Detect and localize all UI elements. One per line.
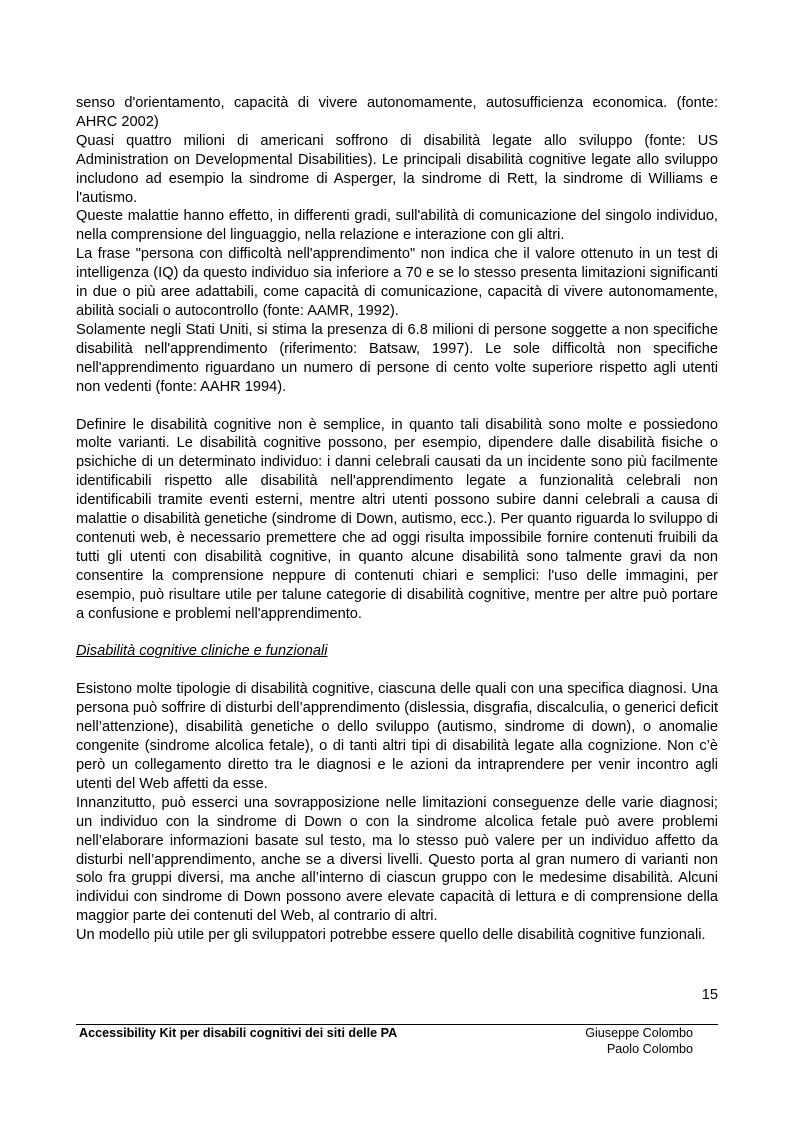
- paragraph-functional-model: Un modello più utile per gli sviluppatori potrebbe essere quello delle disabilità cognitive funzionali.: [76, 927, 706, 944]
- paragraph-learning-difficulty-definition: La frase "persona con difficoltà nell'apprendimento" non indica che il valore ottenuto in un test di intelligenza (IQ) da questo individuo sia inferiore a 70 e se lo stesso presenta limitazioni significanti in due o più aree adattabili, come capacità di comunicazione, capacità di vivere autonomamente, abilità sociali o autocontrollo (fonte: AAMR, 1992).: [76, 246, 718, 319]
- paragraph-orientation: senso d'orientamento, capacità di vivere autonomamente, autosufficienza economica. (fonte: AHRC 2002): [76, 95, 718, 130]
- spacer: [76, 397, 718, 416]
- document-body: [76, 94, 718, 945]
- spacer: [76, 623, 718, 642]
- paragraph-us-statistics: Solamente negli Stati Uniti, si stima la presenza di 6.8 milioni di persone soggette a non specifiche disabilità nell'apprendimento (riferimento: Batsaw, 1997). Le sole difficoltà non specifiche nell'apprendimento riguardano un numero di persone di cento volte superiore rispetto agli utenti non vedenti (fonte: AAHR 1994).: [76, 321, 718, 395]
- footer-document-title: Accessibility Kit per disabili cognitivi dei siti delle PA: [79, 1026, 398, 1040]
- section-heading: Disabilità cognitive cliniche e funzionali: [76, 643, 328, 660]
- footer-author-2: Paolo Colombo: [606, 1041, 693, 1056]
- page-number: 15: [701, 987, 718, 1003]
- paragraph-overlap: Innanzitutto, può esserci una sovrapposizione nelle limitazioni conseguenze delle varie diagnosi; un individuo con la sindrome di Down o con la sindrome alcolica fetale può avere problemi nell’elaborare informazioni basate sul testo, ma lo stesso può valere per un individuo affetto da disturbi nell’apprendimento, anche se a diversi livelli. Questo porta al gran numero di varianti non solo fra gruppi diversi, ma anche all’interno di ciascun gruppo con le medesime disabilità. Alcuni individui con sindrome di Down possono avere elevate capacità di lettura e di comprensione della maggior parte dei contenuti del Web, al contrario di altri.: [76, 794, 718, 925]
- footer-authors: [585, 1026, 693, 1057]
- footer-divider: [76, 1024, 718, 1025]
- paragraph-effects: Queste malattie hanno effetto, in differenti gradi, sull'abilità di comunicazione del singolo individuo, nella comprensione del linguaggio, nella relazione e interazione con gli altri.: [76, 208, 718, 244]
- paragraph-defining-cognitive-disabilities: Definire le disabilità cognitive non è semplice, in quanto tali disabilità sono molte e possiedono molte varianti. Le disabilità cognitive possono, per esempio, dipendere dalle disabilità fisiche o psichiche di un determinato individuo: i danni celebrali causati da un incidente sono più facilmente identificabili rispetto alle disabilità nell'apprendimento legate a funzionalità celebrali non identificabili tramite eventi esterni, mentre altri utenti possono subire danni celebrali a causa di malattie o disabilità genetiche (sindrome di Down, autismo, ecc.). Per quanto riguarda lo sviluppo di contenuti web, è necessario premettere che ad oggi risulta impossibile fornire contenuti fruibili da tutti gli utenti con disabilità cognitive, in quanto alcune disabilità sono talmente gravi da non consentire la comprensione neppure di contenuti chiari e semplici: l'uso delle immagini, per esempio, può risultare utile per talune categorie di disabilità cognitive, mentre per altre può portare a confusione e problemi nell'apprendimento.: [76, 416, 718, 622]
- paragraph-diagnosis-types: Esistono molte tipologie di disabilità cognitive, ciascuna delle quali con una specifica diagnosi. Una persona può soffrire di disturbi dell’apprendimento (dislessia, disgrafia, discalculia, o generici deficit nell’attenzione), disabilità genetiche o dello sviluppo (autismo, sindrome di down), o anomalie congenite (sindrome alcolica fetale), o di tanti altri tipi di disabilità legate alla cognizione. Non c’è però un collegamento diretto tra le diagnosi e le azioni da intraprendere per venir incontro agli utenti del Web affetti da esse.: [76, 681, 718, 792]
- paragraph-developmental-disabilities: Quasi quattro milioni di americani soffrono di disabilità legate allo sviluppo (fonte: US Administration on Developmental Disabilities). Le principali disabilità cognitive legate allo sviluppo includono ad esempio la sindrome di Asperger, la sindrome di Rett, la sindrome di Williams e l'autismo.: [76, 132, 718, 206]
- footer-author-1: Giuseppe Colombo: [585, 1026, 693, 1040]
- spacer: [76, 661, 718, 680]
